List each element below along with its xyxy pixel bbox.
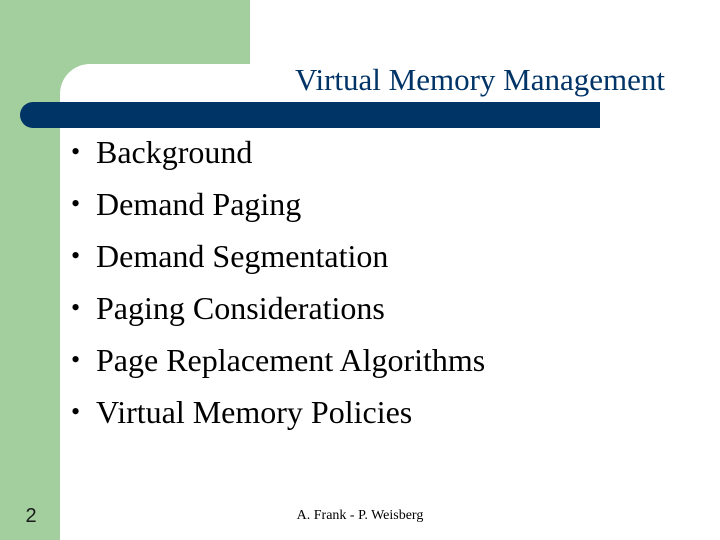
bullet-text: Background [96,134,253,170]
bullet-item [70,234,485,286]
bullet-text: Demand Segmentation [96,238,389,274]
bullet-icon: • [71,137,81,166]
decorative-green-left-band [0,0,60,540]
bullet-icon: • [71,397,81,426]
bullet-text: Paging Considerations [96,290,385,326]
bullet-item [70,182,485,234]
bullet-text: Virtual Memory Policies [96,394,413,430]
bullet-item [70,130,485,182]
page-number: 2 [25,505,37,527]
bullet-text: Page Replacement Algorithms [96,342,486,378]
bullet-icon: • [71,189,81,218]
bullet-icon: • [71,293,81,322]
bullet-item [70,286,485,338]
footer-credit: A. Frank - P. Weisberg [296,508,424,523]
bullet-item [70,338,485,390]
bullet-text: Demand Paging [96,186,302,222]
title-underline-bar [20,102,600,128]
bullet-list [70,130,485,442]
bullet-icon: • [71,241,81,270]
slide-title: Virtual Memory Management [294,62,665,97]
bullet-icon: • [71,345,81,374]
bullet-item [70,390,485,442]
